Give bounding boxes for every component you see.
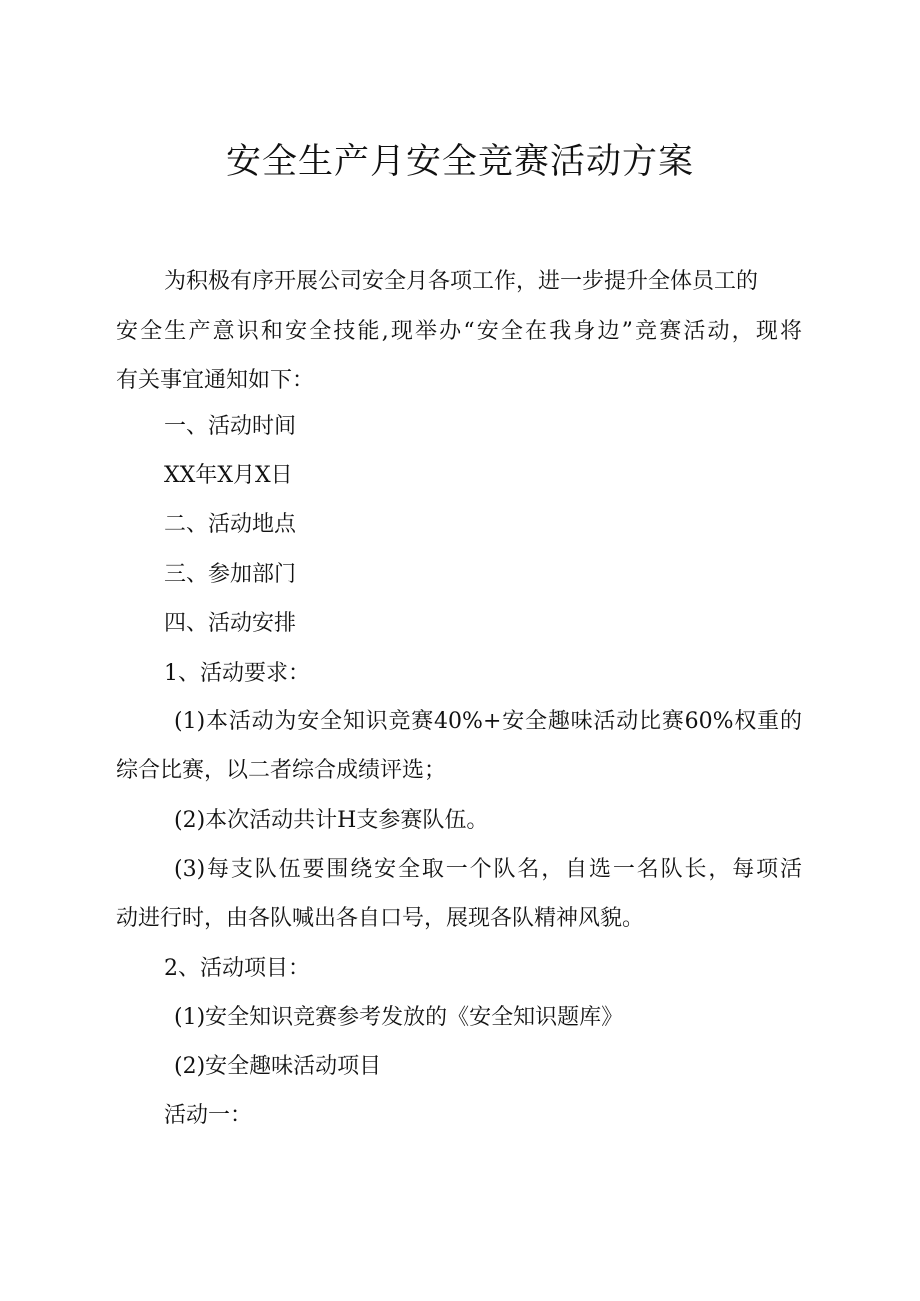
project-2: (2)安全趣味活动项目: [174, 1054, 382, 1079]
section-heading-arrangement: 四、活动安排: [164, 611, 297, 636]
requirement-3-line-2: 动进行时，由各队喊出各自口号，展现各队精神风貌。: [116, 906, 645, 931]
section-heading-departments: 三、参加部门: [164, 562, 297, 587]
item-heading-projects: 2、活动项目：: [164, 956, 310, 981]
intro-line-1: 为积极有序开展公司安全月各项工作，进一步提升全体员工的: [164, 269, 759, 294]
item-heading-requirements: 1、活动要求：: [164, 661, 310, 686]
requirement-1-line-2: 综合比赛，以二者综合成绩评选；: [116, 758, 447, 783]
document-title: 安全生产月安全竞赛活动方案: [225, 142, 694, 182]
section-heading-location: 二、活动地点: [164, 512, 297, 537]
project-1: (1)安全知识竞赛参考发放的《安全知识题库》: [174, 1005, 624, 1030]
requirement-1-line-1: (1)本活动为安全知识竞赛40%+安全趣味活动比赛60%权重的: [174, 709, 802, 734]
requirement-2: (2)本次活动共计H支参赛队伍。: [174, 808, 489, 833]
requirement-3-line-1: (3)每支队伍要围绕安全取一个队名，自选一名队长，每项活: [174, 857, 802, 882]
activity-date: XX年X月X日: [164, 463, 293, 488]
intro-line-2: 安全生产意识和安全技能,现举办“安全在我身边”竞赛活动，现将: [116, 319, 802, 344]
activity-one-label: 活动一：: [164, 1103, 253, 1128]
intro-line-3: 有关事宜通知如下：: [116, 368, 315, 393]
section-heading-time: 一、活动时间: [164, 414, 297, 439]
